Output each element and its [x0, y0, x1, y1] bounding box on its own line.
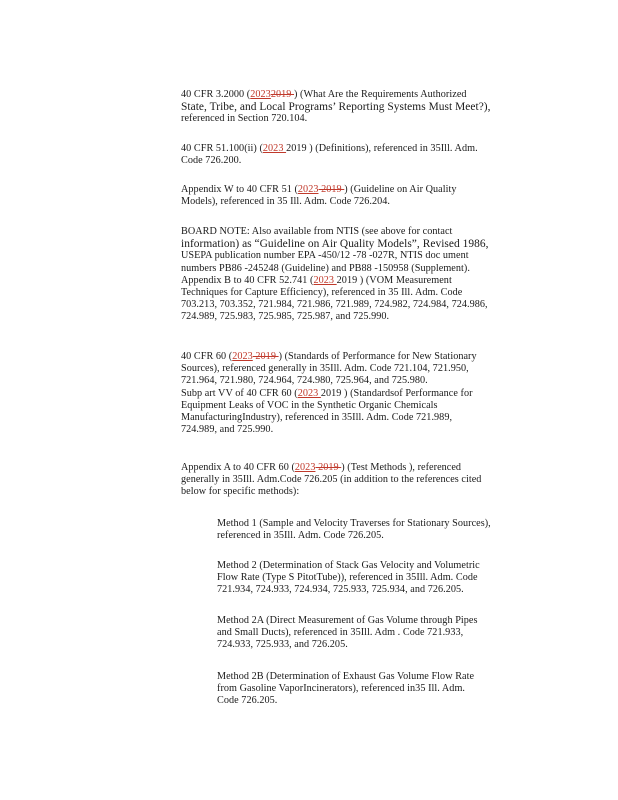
method-2a: [217, 615, 530, 652]
entry-text: 2019 ) (Definitions), referenced in 35Ill. Adm.: [286, 143, 478, 154]
deleted-year: 2019: [315, 462, 342, 473]
method-1: [217, 518, 530, 542]
entry-text: ) (What Are the Requirements Authorized: [294, 89, 467, 100]
entry-text: 40 CFR 51.100(ii) (: [181, 143, 263, 154]
inserted-year: 2023: [262, 143, 287, 154]
deleted-year: 2019: [318, 184, 345, 195]
entry-text: 40 CFR 60 (: [181, 351, 233, 362]
entry-line: State, Tribe, and Local Programs’ Reporting Systems Must Meet?),: [181, 101, 491, 114]
reference-entry-appendix-w: [181, 184, 531, 208]
entry-line: 724.933, 725.933, and 726.205.: [217, 639, 348, 651]
entry-text: Appendix A to 40 CFR 60 (: [181, 462, 295, 473]
entry-line: BOARD NOTE: Also available from NTIS (see above for contact: [181, 226, 453, 237]
inserted-year: 2023: [232, 351, 253, 362]
entry-text: Subp art VV of 40 CFR 60 (: [181, 387, 298, 399]
entry-line: from Gasoline VaporIncinerators), referenced in35 Ill. Adm.: [217, 683, 466, 695]
entry-line: Flow Rate (Type S PitotTube)), referenced in 35Ill. Adm. Code: [217, 572, 478, 584]
entry-line: Techniques for Capture Efficiency), referenced in 35 Ill. Adm. Code: [181, 287, 463, 299]
reference-entry-40cfr-3-2000: [181, 89, 531, 126]
entry-line: [181, 462, 531, 474]
entry-line: Method 2A (Direct Measurement of Gas Volume through Pipes: [217, 615, 478, 626]
entry-line: Equipment Leaks of VOC in the Synthetic Organic Chemicals: [181, 399, 438, 411]
inserted-year: 2023: [297, 184, 319, 195]
entry-text: 2019 ) (Standardsof Performance for: [320, 387, 473, 399]
entry-line: ManufacturingIndustry), referenced in 35Ill. Adm. Code 721.989,: [181, 412, 453, 424]
reference-entry-40cfr-60: [181, 351, 531, 436]
entry-text: 40 CFR 3.2000 (: [181, 89, 251, 100]
entry-line: 721.964, 721.980, 724.964, 724.980, 725.964, and 725.980.: [181, 375, 428, 387]
entry-text: ) (Test Methods ), referenced: [341, 462, 462, 473]
deleted-year: 2019: [270, 89, 294, 100]
entry-line: [181, 351, 531, 363]
entry-line: and Small Ducts), referenced in 35Ill. Adm . Code 721.933,: [217, 627, 464, 639]
entry-line: Code 726.200.: [181, 155, 242, 167]
entry-line: information) as “Guideline on Air Quality Models”, Revised 1986,: [181, 238, 489, 251]
entry-line: USEPA publication number EPA -450/12 -78 -027R, NTIS doc ument: [181, 250, 469, 262]
reference-entry-appendix-a: [181, 462, 531, 499]
entry-line: Code 726.205.: [217, 695, 278, 707]
entry-text: 2019 ) (VOM Measurement: [336, 274, 452, 286]
inserted-year: 2023: [297, 387, 321, 399]
entry-line: [181, 388, 531, 400]
entry-line: 703.213, 703.352, 721.984, 721.986, 721.989, 724.982, 724.984, 724.986,: [181, 299, 488, 311]
entry-text: ) (Standards of Performance for New Stationary: [278, 351, 477, 362]
entry-line: 721.934, 724.933, 724.934, 725.933, 725.934, and 726.205.: [217, 584, 464, 596]
method-2: [217, 560, 530, 597]
inserted-year: 2023: [313, 274, 337, 286]
method-2b: [217, 671, 530, 708]
entry-line: Method 2 (Determination of Stack Gas Velocity and Volumetric: [217, 560, 480, 571]
entry-line: generally in 35Ill. Adm.Code 726.205 (in addition to the references cited: [181, 474, 482, 486]
entry-line: Models), referenced in 35 Ill. Adm. Code 726.204.: [181, 196, 390, 208]
entry-line: Method 2B (Determination of Exhaust Gas Volume Flow Rate: [217, 671, 475, 682]
entry-line: [181, 275, 531, 287]
deleted-year: 2019: [252, 351, 279, 362]
entry-line: numbers PB86 -245248 (Guideline) and PB88 -150958 (Supplement).: [181, 262, 470, 274]
entry-line: [181, 184, 531, 196]
reference-entry-definitions: [181, 143, 531, 167]
entry-line: referenced in Section 720.104.: [181, 113, 308, 125]
entry-line: Method 1 (Sample and Velocity Traverses for Stationary Sources),: [217, 518, 491, 529]
inserted-year: 2023: [294, 462, 316, 473]
entry-line: [181, 89, 531, 101]
entry-line: Sources), referenced generally in 35Ill. Adm. Code 721.104, 721.950,: [181, 363, 469, 375]
entry-line: [181, 143, 531, 155]
entry-line: 724.989, 725.983, 725.985, 725.987, and 725.990.: [181, 311, 390, 323]
entry-text: Appendix W to 40 CFR 51 (: [181, 184, 298, 195]
board-note: [181, 226, 531, 324]
inserted-year: 2023: [250, 89, 271, 100]
entry-text: ) (Guideline on Air Quality: [344, 184, 457, 195]
entry-text: Appendix B to 40 CFR 52.741 (: [181, 274, 314, 286]
entry-line: referenced in 35Ill. Adm. Code 726.205.: [217, 530, 384, 542]
entry-line: below for specific methods):: [181, 486, 300, 498]
entry-line: 724.989, and 725.990.: [181, 424, 274, 436]
